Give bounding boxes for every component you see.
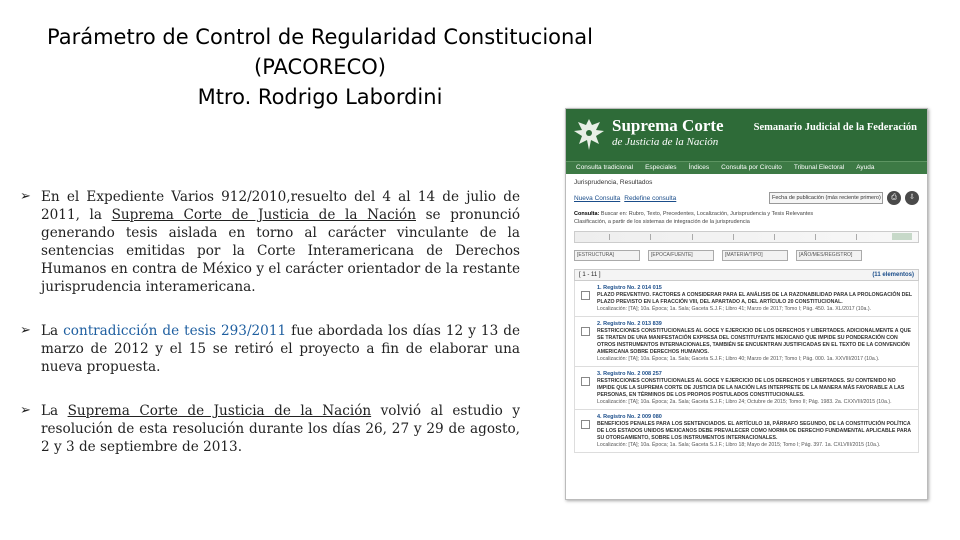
bullet-item-1 — [20, 188, 520, 296]
breadcrumb: Jurisprudencia, Resultados — [574, 179, 653, 186]
query-label: Consulta: — [574, 211, 600, 217]
result-checkbox[interactable] — [581, 420, 590, 429]
result-text: BENEFICIOS PENALES PARA LOS SENTENCIADOS. EL ARTÍCULO 18, PÁRRAFO SEGUNDO, DE LA CONSTITUCIÓN POLÍTICA DE LOS ESTADOS UNIDOS MEXICANOS DEBE PREVALECER COMO NORMA DE DERECHO FUNDAMENTAL APLICABLE PARA SU OTORGAMIENTO, SOBRE LOS INSTRUMENTOS INTERNACIONALES. — [597, 421, 911, 441]
result-checkbox[interactable] — [581, 327, 590, 336]
filter-estructura[interactable]: [ESTRUCTURA] — [574, 250, 640, 261]
query-summary — [566, 208, 927, 228]
result-location: Localización: [TA]; 10a. Época; 1a. Sala; Gaceta S.J.F.; Libro 41; Marzo de 2017; Tomo I; Pág. 450. 1a. XL/2017 (10a.). — [597, 306, 872, 312]
site-name: Semanario Judicial de la Federación — [753, 122, 917, 133]
filter-anio[interactable]: [AÑO/MES/REGISTRO] — [796, 250, 862, 261]
sjf-screenshot — [565, 108, 928, 500]
contradiccion-tesis-link[interactable]: contradicción de tesis 293/2011 — [63, 323, 287, 339]
results-header — [574, 269, 919, 281]
bullet-list — [20, 188, 520, 482]
filter-row — [566, 246, 927, 265]
bullet-1-text-b: se pronunció generando tesis aislada en torno al carácter vinculante de la sentencias emitidas por la Corte Interamericana de Derechos Humanos en contra de México y el carácter orientador de la restante jurisprudencia interamericana. — [41, 207, 520, 295]
brand-line-2: de Justicia de la Nación — [612, 136, 719, 148]
brand-line-1: Suprema Corte — [612, 116, 724, 135]
bullet-2-text-b: fue abordada los días 12 y 13 de marzo de 2012 y el 15 se retiró el proyecto a fin de elaborar una nueva propuesta. — [41, 323, 520, 375]
refine-query-link[interactable]: Redefine consulta — [624, 194, 677, 202]
query-subtext: Clasificación, a partir de los sistemas de integración de la jurisprudencia — [574, 219, 750, 225]
result-item[interactable] — [574, 317, 919, 367]
sort-select[interactable]: Fecha de publicación (más reciente primero) — [769, 192, 883, 204]
result-checkbox[interactable] — [581, 377, 590, 386]
results-pager[interactable]: [ 1 - 11 ] — [579, 272, 601, 278]
new-query-link[interactable]: Nueva Consulta — [574, 194, 621, 202]
result-item[interactable] — [574, 281, 919, 317]
bullet-item-2 — [20, 322, 520, 376]
scjn-link-1[interactable]: Suprema Corte de Justicia de la Nación — [111, 207, 416, 223]
nav-ayuda[interactable]: Ayuda — [856, 164, 875, 171]
nav-consulta-circuito[interactable]: Consulta por Circuito — [721, 164, 782, 171]
sjf-brand — [612, 117, 724, 149]
title-line-1: Parámetro de Control de Regularidad Constitucional — [46, 25, 594, 49]
slide-title — [0, 22, 640, 112]
filter-epoca[interactable]: [EPOCA/FUENTE] — [648, 250, 714, 261]
result-text: RESTRICCIONES CONSTITUCIONALES AL GOCE Y EJERCICIO DE LOS DERECHOS Y LIBERTADES. ADICIONALMENTE A QUE SE TRATEN DE UNA MANIFESTACIÓN EXPRESA DEL CONSTITUYENTE MEXICANO QUE IMPIDE SU PONDERACIÓN CON OTROS INSTRUMENTOS INTERNACIONALES, TAMBIÉN SE ENCUENTRAN JUSTIFICADAS EN EL TEXTO DE LA CONVENCIÓN AMERICANA SOBRE DERECHOS HUMANOS. — [597, 328, 911, 355]
arrow-bullet-icon: ➢ — [20, 403, 31, 418]
results-count: (11 elementos) — [872, 272, 914, 278]
bullet-3-text-b: volvió al estudio y resolución de esta resolución durante los días 26, 27 y 29 de agosto, 2 y 3 de septiembre de 2013. — [41, 403, 520, 455]
print-icon[interactable]: ⎙ — [887, 191, 901, 205]
filter-materia[interactable]: [MATERIA/TIPO] — [722, 250, 788, 261]
query-text: Buscar en: Rubro, Texto, Precedentes, Localización, Jurisprudencia y Tesis Relevantes — [600, 211, 814, 217]
nav-especiales[interactable]: Especiales — [645, 164, 677, 171]
bullet-1-text-a: En el Expediente Varios 912/2010,resuelto del 4 al 14 de julio de 2011, la — [41, 189, 520, 223]
arrow-bullet-icon: ➢ — [20, 323, 31, 338]
title-line-2: (PACORECO) — [254, 55, 386, 79]
result-text: RESTRICCIONES CONSTITUCIONALES AL GOCE Y EJERCICIO DE LOS DERECHOS Y LIBERTADES. SU CONTENIDO NO IMPIDE QUE LA SUPREMA CORTE DE JUSTICIA DE LA NACIÓN LAS INTERPRETE DE LA MANERA MÁS FAVORABLE A LAS PERSONAS, EN TÉRMINOS DE LOS PROPIOS POSTULADOS CONSTITUCIONALES. — [597, 378, 905, 398]
result-checkbox[interactable] — [581, 291, 590, 300]
result-number[interactable]: 2. Registro No. 2 013 839 — [597, 321, 662, 327]
result-item[interactable] — [574, 367, 919, 410]
timeline-slider[interactable] — [574, 231, 919, 243]
result-location: Localización: [TA]; 10a. Época; 1a. Sala; Gaceta S.J.F.; Libro 18; Mayo de 2015; Tomo I; Pág. 397. 1a. CXLVIII/2015 (10a.). — [597, 442, 881, 448]
scjn-link-2[interactable]: Suprema Corte de Justicia de la Nación — [67, 403, 372, 419]
title-line-3: Mtro. Rodrigo Labordini — [197, 85, 443, 109]
nav-tribunal-electoral[interactable]: Tribunal Electoral — [793, 164, 845, 171]
result-number[interactable]: 1. Registro No. 2 014 015 — [597, 285, 662, 291]
result-location: Localización: [TA]; 10a. Época; 1a. Sala; Gaceta S.J.F.; Libro 40; Marzo de 2017; Tomo I; Pág. 000. 1a. XXVIII/2017 (10a.). — [597, 356, 880, 362]
result-item[interactable] — [574, 410, 919, 453]
bullet-item-3 — [20, 402, 520, 456]
timeline-selection[interactable] — [892, 233, 912, 240]
nav-indices[interactable]: Índices — [688, 164, 710, 171]
bullet-3-text-a: La — [41, 403, 68, 419]
nav-consulta-tradicional[interactable]: Consulta tradicional — [576, 164, 634, 171]
result-location: Localización: [TA]; 10a. Época; 2a. Sala; Gaceta S.J.F.; Libro 24; Octubre de 2015; Tomo II; Pág. 1983. 2a. CXXVIII/2015 (10a.). — [597, 399, 892, 405]
result-number[interactable]: 3. Registro No. 2 008 257 — [597, 371, 662, 377]
sjf-header — [566, 109, 927, 161]
sjf-nav — [566, 161, 927, 174]
eagle-emblem-icon — [572, 117, 606, 153]
arrow-bullet-icon: ➢ — [20, 189, 31, 204]
result-number[interactable]: 4. Registro No. 2 009 080 — [597, 414, 662, 420]
search-toolbar — [566, 188, 927, 208]
bullet-2-text-a: La — [41, 323, 64, 339]
result-text: PLAZO PREVENTIVO. FACTORES A CONSIDERAR PARA EL ANÁLISIS DE LA RAZONABILIDAD PARA LA PROLONGACIÓN DEL PLAZO PREVISTO EN LA FRACCIÓN VIII, DEL APARTADO A, DEL ARTÍCULO 20 CONSTITUCIONAL. — [597, 292, 912, 305]
export-icon[interactable]: ⇩ — [905, 191, 919, 205]
